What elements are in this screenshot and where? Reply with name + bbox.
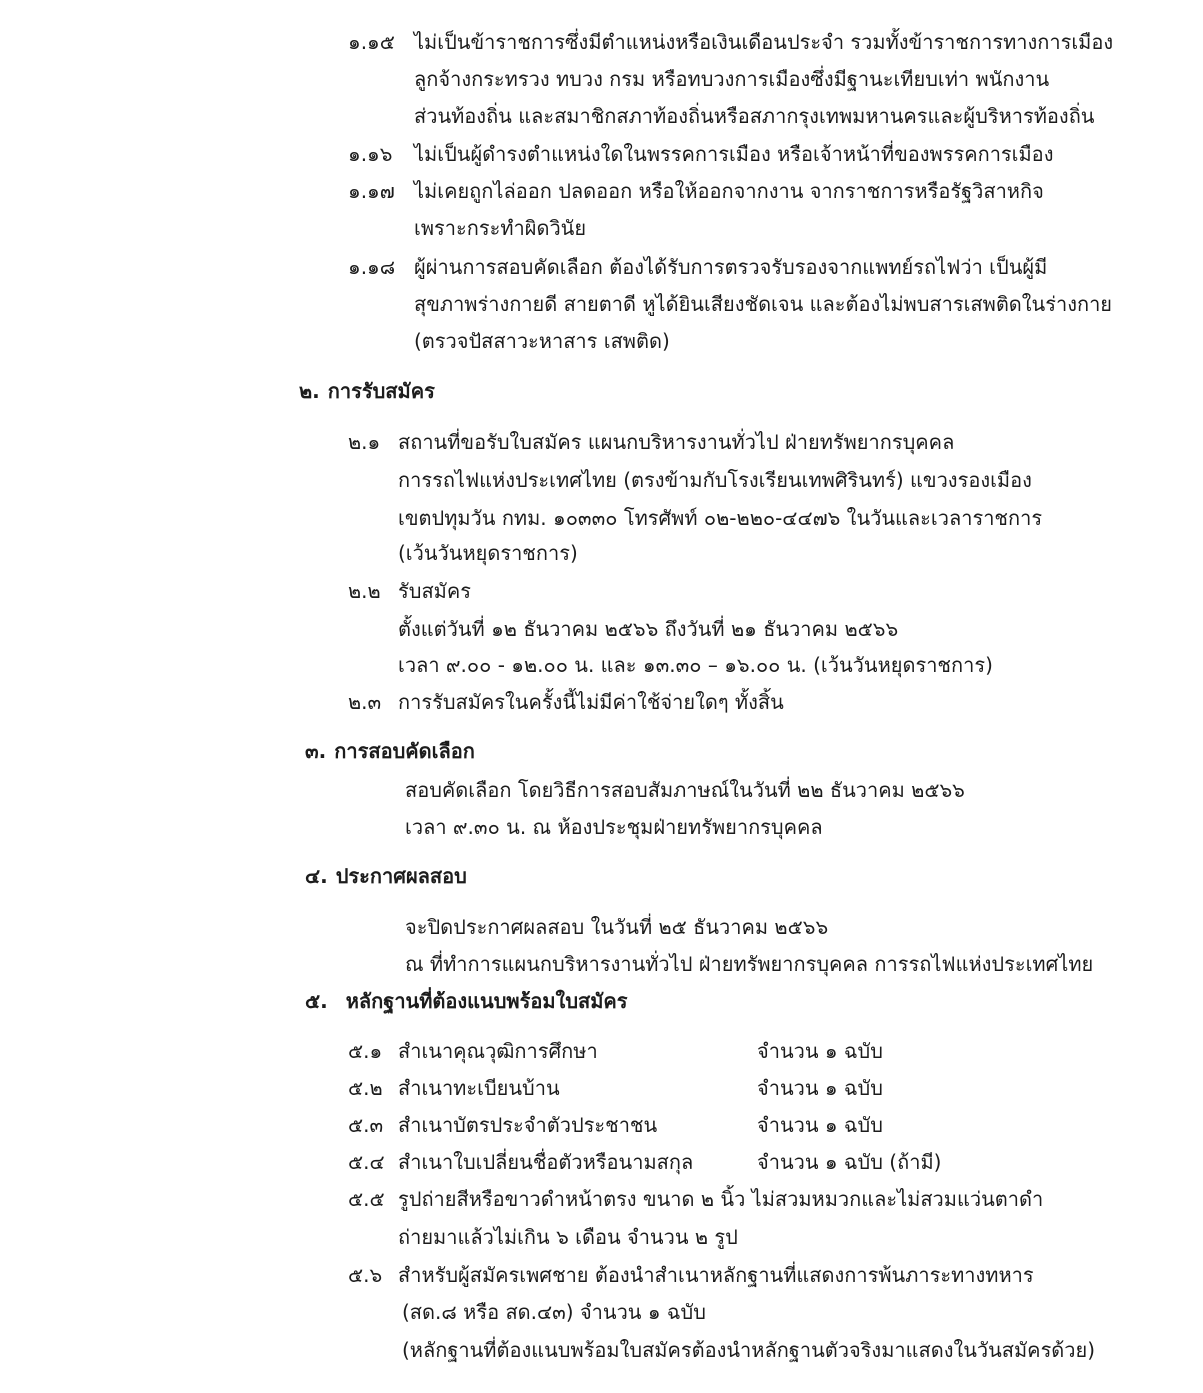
item-1-15-line2: ลูกจ้างกระทรวง ทบวง กรม หรือทบวงการเมืองซึ่งมีฐานะเทียบเท่า พนักงาน: [414, 67, 1050, 91]
section-4-line2: ณ ที่ทำการแผนกบริหารงานทั่วไป ฝ่ายทรัพยากรบุคคล การรถไฟแห่งประเทศไทย: [405, 952, 1094, 976]
list-item-5-1: [348, 1033, 598, 1069]
item-quantity: จำนวน ๑ ฉบับ (ถ้ามี): [757, 1150, 942, 1174]
item-number: ๕.๒: [348, 1076, 383, 1100]
item-text: ไม่เป็นผู้ดำรงตำแหน่งใดในพรรคการเมือง หรือเจ้าหน้าที่ของพรรคการเมือง: [414, 142, 1054, 166]
item-text: รับสมัคร: [398, 579, 471, 603]
item-number: ๕.๓: [348, 1113, 384, 1137]
item-number: ๒.๒: [348, 579, 381, 603]
section-3-line2: เวลา ๙.๓๐ น. ณ ห้องประชุมฝ่ายทรัพยากรบุคคล: [405, 815, 823, 839]
item-2-1-line2: การรถไฟแห่งประเทศไทย (ตรงข้ามกับโรงเรียนเทพศิรินทร์) แขวงรองเมือง: [398, 468, 1032, 492]
item-number: ๕.๔: [348, 1150, 385, 1174]
section-title: หลักฐานที่ต้องแนบพร้อมใบสมัคร: [345, 989, 628, 1013]
item-number: ๑.๑๘: [348, 255, 396, 279]
list-item-5-3: [348, 1107, 657, 1143]
item-number: ๑.๑๖: [348, 142, 393, 166]
section-5-heading: [305, 983, 628, 1019]
list-item-5-2: [348, 1070, 560, 1106]
section-number: ๕.: [305, 989, 328, 1013]
item-text: ไม่เคยถูกไล่ออก ปลดออก หรือให้ออกจากงาน จากราชการหรือรัฐวิสาหกิจ: [414, 179, 1044, 203]
item-number: ๑.๑๕: [348, 30, 395, 54]
section-title: ประกาศผลสอบ: [335, 864, 467, 888]
section-number: ๓.: [305, 739, 327, 763]
item-2-1-line4: (เว้นวันหยุดราชการ): [398, 541, 578, 565]
item-1-15-line3: ส่วนท้องถิ่น และสมาชิกสภาท้องถิ่นหรือสภากรุงเทพมหานครและผู้บริหารท้องถิ่น: [414, 104, 1095, 128]
item-2-2-line3: เวลา ๙.๐๐ - ๑๒.๐๐ น. และ ๑๓.๓๐ – ๑๖.๐๐ น. (เว้นวันหยุดราชการ): [398, 653, 993, 677]
item-1-18-line2: สุขภาพร่างกายดี สายตาดี หูได้ยินเสียงชัดเจน และต้องไม่พบสารเสพติดในร่างกาย: [414, 292, 1113, 316]
list-item-5-5-line2: ถ่ายมาแล้วไม่เกิน ๖ เดือน จำนวน ๒ รูป: [398, 1225, 738, 1249]
item-2-2: [348, 573, 471, 609]
item-1-17: [348, 173, 1044, 209]
item-2-2-line2: ตั้งแต่วันที่ ๑๒ ธันวาคม ๒๕๖๖ ถึงวันที่ ๒๑ ธันวาคม ๒๕๖๖: [398, 617, 899, 641]
item-1-15: [348, 24, 1113, 60]
item-label: สำเนาบัตรประจำตัวประชาชน: [398, 1113, 658, 1137]
list-item-5-6-line3: (หลักฐานที่ต้องแนบพร้อมใบสมัครต้องนำหลักฐานตัวจริงมาแสดงในวันสมัครด้วย): [402, 1338, 1096, 1362]
list-item-5-6-line2: (สด.๘ หรือ สด.๔๓) จำนวน ๑ ฉบับ: [402, 1300, 706, 1324]
item-number: ๕.๖: [348, 1263, 383, 1287]
item-number: ๕.๕: [348, 1187, 385, 1211]
section-title: การสอบคัดเลือก: [334, 739, 475, 763]
item-1-18-line3: (ตรวจปัสสาวะหาสาร เสพติด): [414, 329, 670, 353]
list-item-5-5: [348, 1181, 1043, 1217]
item-1-17-line2: เพราะกระทำผิดวินัย: [414, 216, 587, 240]
item-number: ๕.๑: [348, 1039, 383, 1063]
item-text: ผู้ผ่านการสอบคัดเลือก ต้องได้รับการตรวจรับรองจากแพทย์รถไฟว่า เป็นผู้มี: [414, 255, 1048, 279]
item-2-1-line3: เขตปทุมวัน กทม. ๑๐๓๓๐ โทรศัพท์ ๐๒-๒๒๐-๔๔๗๖ ในวันและเวลาราชการ: [398, 506, 1043, 530]
item-label: สำเนาคุณวุฒิการศึกษา: [398, 1039, 598, 1063]
item-text: สำหรับผู้สมัครเพศชาย ต้องนำสำเนาหลักฐานที่แสดงการพ้นภาระทางทหาร: [398, 1263, 1034, 1287]
section-4-line1: จะปิดประกาศผลสอบ ในวันที่ ๒๕ ธันวาคม ๒๕๖๖: [405, 915, 829, 939]
item-number: ๒.๓: [348, 690, 382, 714]
item-2-3: [348, 684, 784, 720]
item-label: สำเนาทะเบียนบ้าน: [398, 1076, 560, 1100]
item-text: สถานที่ขอรับใบสมัคร แผนกบริหารงานทั่วไป ฝ่ายทรัพยากรบุคคล: [398, 430, 955, 454]
section-number: ๒.: [299, 379, 320, 403]
item-2-1: [348, 424, 954, 460]
item-1-16: [348, 136, 1053, 172]
item-text: การรับสมัครในครั้งนี้ไม่มีค่าใช้จ่ายใดๆ ทั้งสิ้น: [398, 690, 784, 714]
item-quantity: จำนวน ๑ ฉบับ: [757, 1076, 883, 1100]
item-quantity: จำนวน ๑ ฉบับ: [757, 1113, 883, 1137]
list-item-5-4: [348, 1144, 693, 1180]
section-number: ๔.: [305, 864, 328, 888]
item-number: ๑.๑๗: [348, 179, 395, 203]
section-title: การรับสมัคร: [327, 379, 435, 403]
section-3-line1: สอบคัดเลือก โดยวิธีการสอบสัมภาษณ์ในวันที่ ๒๒ ธันวาคม ๒๕๖๖: [405, 778, 965, 802]
section-3-heading: [305, 733, 475, 769]
section-2-heading: [299, 373, 435, 409]
item-text: รูปถ่ายสีหรือขาวดำหน้าตรง ขนาด ๒ นิ้ว ไม่สวมหมวกและไม่สวมแว่นตาดำ: [398, 1187, 1044, 1211]
item-number: ๒.๑: [348, 430, 381, 454]
item-label: สำเนาใบเปลี่ยนชื่อตัวหรือนามสกุล: [398, 1150, 694, 1174]
list-item-5-6: [348, 1257, 1034, 1293]
section-4-heading: [305, 858, 467, 894]
item-quantity: จำนวน ๑ ฉบับ: [757, 1039, 883, 1063]
item-1-18: [348, 249, 1047, 285]
item-text: ไม่เป็นข้าราชการซึ่งมีตำแหน่งหรือเงินเดือนประจำ รวมทั้งข้าราชการทางการเมือง: [414, 30, 1114, 54]
